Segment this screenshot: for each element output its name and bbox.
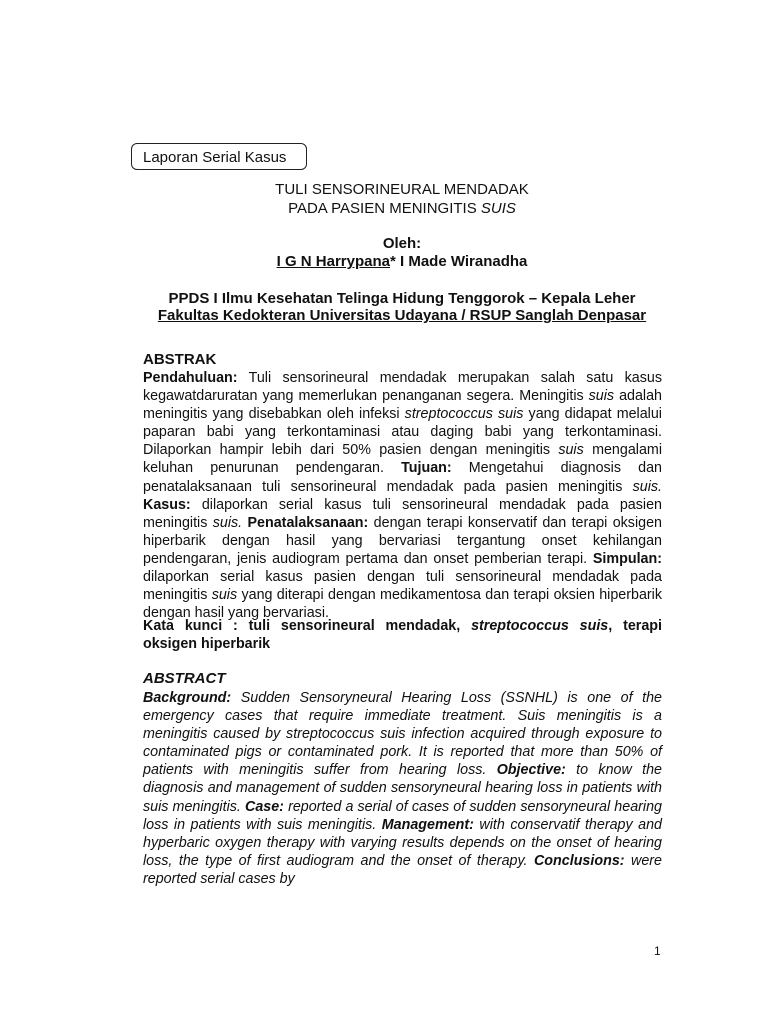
abstrak-heading: ABSTRAK xyxy=(143,351,217,368)
case-label: Case: xyxy=(245,798,284,815)
page-number: 1 xyxy=(654,944,661,958)
pendahuluan-text: adalah meningitis yang disebabkan oleh infeksi xyxy=(143,388,663,423)
kata-kunci-italic: streptococcus suis xyxy=(471,618,609,634)
objective-text: to know the diagnosis and management of sudden sensoryneural hearing loss in patients with suis meningitis. xyxy=(143,762,663,815)
pendahuluan-text: yang didapat melalui paparan babi yang terkontaminasi atau daging babi yang terkontaminasi. Dilaporkan hampir lebih dari 50% pasien dengan meningitis xyxy=(143,406,662,459)
case-text: reported a serial of cases of sudden sensoryneural hearing loss in patients with suis meningitis. xyxy=(143,798,662,833)
kata-kunci-text: Kata kunci : tuli sensorineural mendadak, xyxy=(143,618,472,634)
kasus-text: dilaporkan serial kasus tuli sensorineural mendadak pada pasien meningitis xyxy=(143,496,662,531)
title-line-2 xyxy=(0,200,768,217)
abstract-paragraph xyxy=(143,689,662,888)
abstract-heading: ABSTRACT xyxy=(143,670,226,687)
tujuan-text: Mengetahui diagnosis dan penatalaksanaan tuli sensorineural mendadak pada pasien meningitis xyxy=(143,460,662,495)
author-2: I Made Wiranadha xyxy=(395,253,528,270)
kasus-label: Kasus: xyxy=(143,496,191,513)
conclusions-label: Conclusions: xyxy=(533,852,625,869)
simpulan-text: yang diterapi dengan medikamentosa dan terapi oksien hiperbarik dengan hasil yang bervariasi. xyxy=(143,587,662,622)
background-text: Sudden Sensoryneural Hearing Loss (SSNHL) is one of the emergency cases that require immediate treatment. Suis meningitis is a meningitis caused by streptococcus suis infection acquired through exposure to contaminated pigs or contaminated pork. It is reported that more than 50% of patients with meningitis suffer from hearing loss. xyxy=(143,690,662,779)
report-type-label: Laporan Serial Kasus xyxy=(131,143,307,170)
conclusions-text: were reported serial cases by xyxy=(143,852,662,887)
italic-term: streptococcus suis xyxy=(404,406,524,423)
title-line-1: TULI SENSORINEURAL MENDADAK xyxy=(275,181,529,198)
objective-label: Objective: xyxy=(496,762,566,779)
institution-line-1: PPDS I Ilmu Kesehatan Telinga Hidung Tenggorok – Kepala Leher xyxy=(168,290,636,307)
italic-term: suis. xyxy=(632,478,662,495)
byline-oleh: Oleh: xyxy=(382,235,422,252)
italic-term: suis xyxy=(588,388,615,405)
kata-kunci-text: , terapi oksigen hiperbarik xyxy=(143,618,662,653)
author-1-mark: * xyxy=(389,253,396,270)
title-line-2-text: PADA PASIEN MENINGITIS xyxy=(288,200,481,217)
abstrak-paragraph xyxy=(143,369,662,622)
simpulan-text: dilaporkan serial kasus pasien dengan tuli sensorineural mendadak pada meningitis xyxy=(143,569,662,604)
simpulan-label: Simpulan: xyxy=(592,550,662,567)
italic-term: suis. xyxy=(212,514,243,531)
title-suis: SUIS xyxy=(480,200,516,217)
author-1: I G N Harrypana xyxy=(276,253,390,270)
pendahuluan-label: Pendahuluan: xyxy=(143,370,238,386)
management-label: Management: xyxy=(381,816,474,833)
pendahuluan-text: mengalami keluhan penurunan pendengaran. xyxy=(143,442,662,477)
management-text: with conservatif therapy and hyperbaric oxygen therapy with varying results depends on the onset of hearing loss, the type of first audiogram and the onset of therapy. xyxy=(143,816,662,869)
penatalaksanaan-label: Penatalaksanaan: xyxy=(242,514,369,531)
italic-term: suis xyxy=(558,442,584,459)
penatalaksanaan-text: dengan terapi konservatif dan terapi oksigen hiperbarik dengan hasil yang bervariasi tergantung onset kehilangan pendengaran, jenis audiogram pertama dan onset pemberian terapi. xyxy=(143,514,662,567)
pendahuluan-text: Tuli sensorineural mendadak merupakan salah satu kasus kegawatdaruratan yang memerlukan penanganan segera. Meningitis xyxy=(143,370,662,405)
institution-line-2-text: Fakultas Kedokteran Universitas Udayana / RSUP Sanglah Denpasar xyxy=(157,307,647,324)
authors xyxy=(0,253,768,270)
background-label: Background: xyxy=(143,690,232,706)
italic-term: suis xyxy=(211,587,238,604)
institution-line-2 xyxy=(0,307,768,324)
tujuan-label: Tujuan: xyxy=(401,460,452,477)
kata-kunci xyxy=(143,617,662,653)
